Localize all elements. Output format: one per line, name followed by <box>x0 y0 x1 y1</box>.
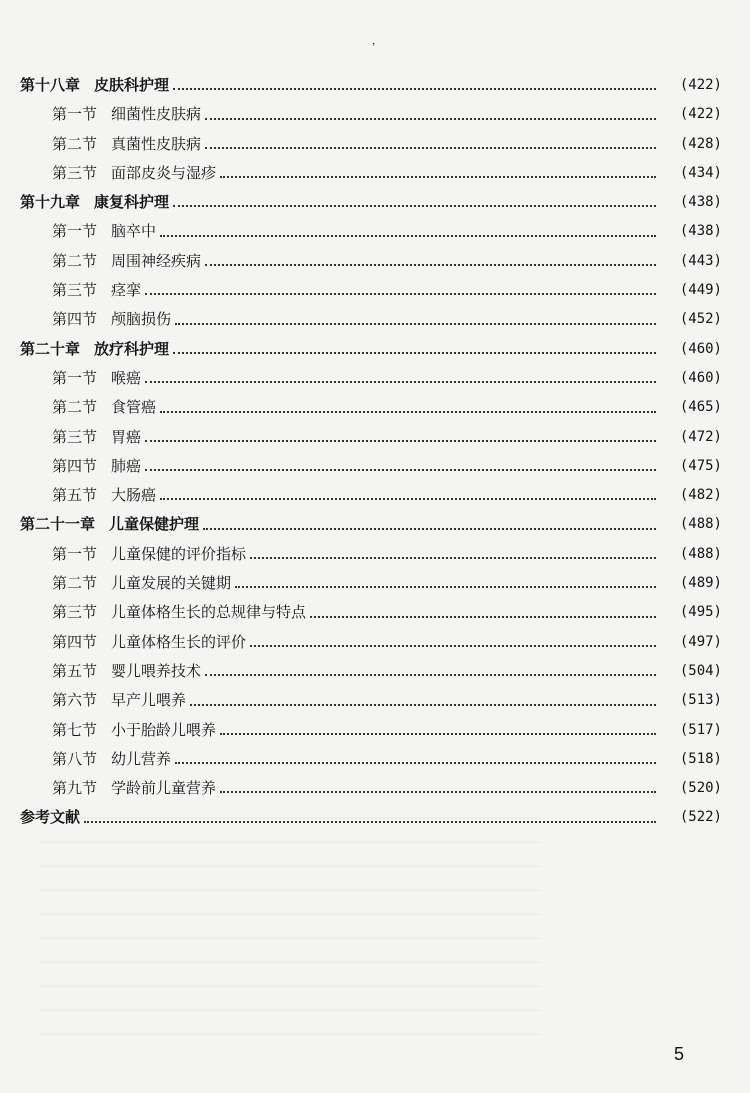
dot-leader <box>175 745 656 774</box>
toc-entry-number: 第四节 <box>52 310 98 329</box>
dot-leader <box>205 100 656 129</box>
toc-section-row[interactable] <box>0 540 750 569</box>
toc-entry-title: 儿童体格生长的总规律与特点 <box>111 603 307 622</box>
toc-section-row[interactable] <box>0 452 750 481</box>
dot-leader <box>205 657 656 686</box>
toc-entry-title: 儿童保健的评价指标 <box>111 544 247 563</box>
toc-entry-heading <box>52 657 201 686</box>
toc-entry-number: 第二节 <box>52 398 98 417</box>
toc-entry-number: 第二十一章 <box>20 515 96 534</box>
toc-section-row[interactable] <box>0 774 750 803</box>
toc-section-row[interactable] <box>0 657 750 686</box>
toc-entry-heading <box>52 686 186 715</box>
toc-page-number: (460) <box>679 340 722 357</box>
toc-page-number: (489) <box>679 575 722 592</box>
toc-section-row[interactable] <box>0 247 750 276</box>
toc-section-row[interactable] <box>0 100 750 129</box>
toc-entry-number: 第二节 <box>52 134 98 153</box>
toc-entry-heading <box>52 247 201 276</box>
toc-entry-title: 儿童体格生长的评价 <box>111 632 247 651</box>
toc-entry-number: 第十九章 <box>20 193 81 212</box>
toc-entry-title: 食管癌 <box>111 398 157 417</box>
toc-section-row[interactable] <box>0 686 750 715</box>
toc-page-number: (443) <box>679 252 722 269</box>
dot-leader <box>145 452 656 481</box>
toc-entry-heading <box>52 540 246 569</box>
toc-entry-heading <box>52 452 141 481</box>
dot-leader <box>220 774 656 803</box>
toc-page-number: (495) <box>679 604 722 621</box>
toc-section-row[interactable] <box>0 423 750 452</box>
toc-entry-number: 第二节 <box>52 574 98 593</box>
dot-leader <box>173 188 656 217</box>
dot-leader <box>160 217 656 246</box>
toc-section-row[interactable] <box>0 628 750 657</box>
toc-entry-number: 第三节 <box>52 427 98 446</box>
toc-entry-heading <box>20 803 80 832</box>
toc-page-number: (504) <box>679 662 722 679</box>
toc-entry-heading <box>52 628 246 657</box>
toc-page-number: (452) <box>679 311 722 328</box>
toc-section-row[interactable] <box>0 159 750 188</box>
toc-entry-title: 小于胎龄儿喂养 <box>111 720 217 739</box>
toc-entry-number: 第四节 <box>52 456 98 475</box>
toc-page-number: (497) <box>679 633 722 650</box>
toc-entry-number: 第四节 <box>52 632 98 651</box>
toc-entry-number: 第三节 <box>52 163 98 182</box>
toc-entry-title: 儿童发展的关键期 <box>111 574 232 593</box>
toc-entry-heading <box>52 598 306 627</box>
toc-entry-title: 康复科护理 <box>94 193 170 212</box>
show-through-texture <box>40 795 540 1055</box>
toc-entry-title: 学龄前儿童营养 <box>111 779 217 798</box>
toc-entry-heading <box>20 510 199 539</box>
dot-leader <box>250 540 656 569</box>
toc-entry-heading <box>52 745 171 774</box>
dot-leader <box>145 276 656 305</box>
toc-entry-number: 第七节 <box>52 720 98 739</box>
toc-page-number: (522) <box>679 809 722 826</box>
print-speck: ， <box>372 36 382 47</box>
toc-page-number: (460) <box>679 369 722 386</box>
dot-leader <box>160 393 656 422</box>
toc-entry-heading <box>52 774 216 803</box>
toc-entry-number: 第二节 <box>52 251 98 270</box>
dot-leader <box>145 364 656 393</box>
dot-leader <box>190 686 656 715</box>
toc-chapter-row[interactable] <box>0 335 750 364</box>
dot-leader <box>160 481 656 510</box>
dot-leader <box>310 598 656 627</box>
toc-page-number: (422) <box>679 77 722 93</box>
toc-page-number: (517) <box>679 721 722 738</box>
toc-section-row[interactable] <box>0 276 750 305</box>
dot-leader <box>235 569 656 598</box>
dot-leader <box>84 803 656 832</box>
page-number: 5 <box>674 1044 685 1064</box>
toc-entry-heading <box>52 569 231 598</box>
toc-entry-number: 第五节 <box>52 661 98 680</box>
toc-entry-heading <box>52 100 201 129</box>
toc-entry-title: 喉癌 <box>111 368 142 387</box>
toc-chapter-row[interactable] <box>0 803 750 832</box>
toc-page-number: (428) <box>679 135 722 152</box>
toc-page-number: (518) <box>679 750 722 767</box>
toc-entry-title: 周围神经疾病 <box>111 251 202 270</box>
dot-leader <box>205 130 656 159</box>
toc-chapter-row[interactable] <box>0 510 750 539</box>
toc-entry-number: 第五节 <box>52 486 98 505</box>
toc-section-row[interactable] <box>0 217 750 246</box>
toc-entry-number: 第一节 <box>52 544 98 563</box>
toc-entry-heading <box>52 423 141 452</box>
toc-entry-title: 放疗科护理 <box>94 339 170 358</box>
toc-entry-number: 第六节 <box>52 691 98 710</box>
toc-chapter-row[interactable] <box>0 71 750 100</box>
toc-entry-heading <box>20 188 169 217</box>
toc-entry-number: 第三节 <box>52 603 98 622</box>
dot-leader <box>205 247 656 276</box>
toc-entry-number: 第八节 <box>52 749 98 768</box>
toc-entry-heading <box>52 159 216 188</box>
toc-entry-title: 参考文献 <box>20 808 81 827</box>
toc-section-row[interactable] <box>0 305 750 334</box>
toc-entry-title: 皮肤科护理 <box>94 76 170 94</box>
toc-entry-heading <box>20 335 169 364</box>
dot-leader <box>203 510 656 539</box>
toc-page-number: (482) <box>679 487 722 504</box>
toc-chapter-row[interactable] <box>0 188 750 217</box>
table-of-contents <box>0 71 750 833</box>
toc-entry-title: 婴儿喂养技术 <box>111 661 202 680</box>
toc-page-number: (472) <box>679 428 722 445</box>
toc-entry-number: 第一节 <box>52 222 98 241</box>
toc-entry-heading <box>52 217 156 246</box>
toc-entry-heading <box>52 481 156 510</box>
toc-section-row[interactable] <box>0 364 750 393</box>
toc-entry-title: 大肠癌 <box>111 486 157 505</box>
toc-entry-heading <box>52 393 156 422</box>
dot-leader <box>173 335 656 364</box>
toc-entry-number: 第三节 <box>52 281 98 300</box>
dot-leader <box>220 716 656 745</box>
toc-entry-number: 第十八章 <box>20 76 81 94</box>
toc-entry-heading <box>20 71 169 100</box>
toc-section-row[interactable] <box>0 393 750 422</box>
toc-page-number: (438) <box>679 194 722 211</box>
toc-entry-title: 细菌性皮肤病 <box>111 105 202 124</box>
toc-page-number: (422) <box>679 106 722 123</box>
toc-page-number: (438) <box>679 223 722 240</box>
toc-entry-title: 儿童保健护理 <box>109 515 200 534</box>
toc-entry-title: 面部皮炎与湿疹 <box>111 163 217 182</box>
toc-entry-number: 第一节 <box>52 105 98 124</box>
toc-entry-heading <box>52 276 141 305</box>
toc-entry-number: 第二十章 <box>20 339 81 358</box>
toc-entry-number: 第九节 <box>52 779 98 798</box>
toc-entry-title: 胃癌 <box>111 427 142 446</box>
toc-page-number: (449) <box>679 282 722 299</box>
toc-page-number: (465) <box>679 399 722 416</box>
toc-entry-title: 幼儿营养 <box>111 749 172 768</box>
toc-section-row[interactable] <box>0 716 750 745</box>
toc-section-row[interactable] <box>0 598 750 627</box>
dot-leader <box>220 159 656 188</box>
dot-leader <box>250 628 656 657</box>
toc-entry-title: 肺癌 <box>111 456 142 475</box>
toc-page-number: (488) <box>679 545 722 562</box>
toc-entry-title: 痉挛 <box>111 281 142 300</box>
toc-entry-number: 第一节 <box>52 368 98 387</box>
toc-page-number: (513) <box>679 692 722 709</box>
toc-entry-title: 真菌性皮肤病 <box>111 134 202 153</box>
dot-leader <box>173 71 656 100</box>
toc-section-row[interactable] <box>0 130 750 159</box>
toc-entry-heading <box>52 130 201 159</box>
toc-entry-heading <box>52 364 141 393</box>
toc-section-row[interactable] <box>0 745 750 774</box>
toc-section-row[interactable] <box>0 569 750 598</box>
toc-section-row[interactable] <box>0 481 750 510</box>
toc-entry-title: 早产儿喂养 <box>111 691 187 710</box>
toc-page-number: (520) <box>679 780 722 797</box>
toc-entry-heading <box>52 716 216 745</box>
toc-page-number: (434) <box>679 164 722 181</box>
toc-entry-title: 颅脑损伤 <box>111 310 172 329</box>
toc-page-number: (488) <box>679 516 722 533</box>
dot-leader <box>145 423 656 452</box>
toc-entry-heading <box>52 305 171 334</box>
toc-entry-title: 脑卒中 <box>111 222 157 241</box>
dot-leader <box>175 305 656 334</box>
toc-page-number: (475) <box>679 457 722 474</box>
